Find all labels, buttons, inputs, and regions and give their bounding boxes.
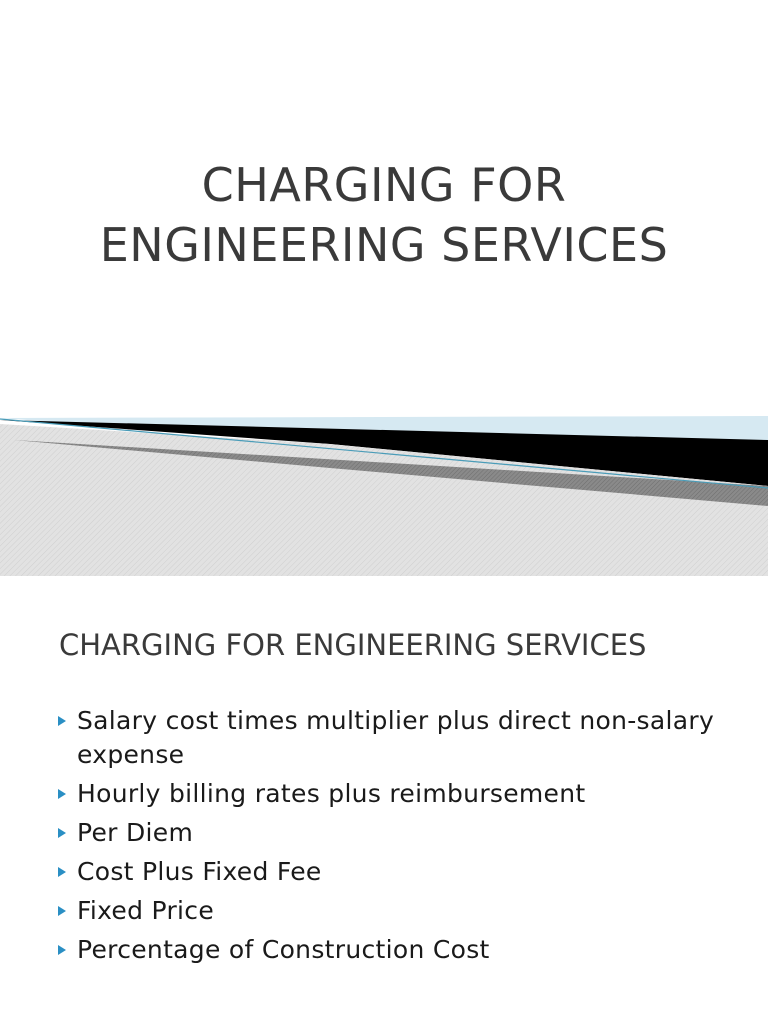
list-item-text: Fixed Price [77,896,215,925]
triangle-bullet-icon [58,716,66,726]
list-item-text: Salary cost times multiplier plus direct non-salary expense [77,706,715,769]
list-item [56,894,736,928]
list-item [56,704,736,772]
content-slide-title: CHARGING FOR ENGINEERING SERVICES [59,628,647,662]
bullet-list [56,704,736,972]
list-item-text: Hourly billing rates plus reimbursement [77,779,586,808]
decorative-band [0,410,768,576]
list-item [56,855,736,889]
slide-title-line-1: CHARGING FOR [201,158,567,212]
list-item [56,933,736,967]
list-item-text: Percentage of Construction Cost [77,935,490,964]
triangle-bullet-icon [58,906,66,916]
list-item-text: Cost Plus Fixed Fee [77,857,322,886]
slide-title [0,155,768,275]
triangle-bullet-icon [58,828,66,838]
list-item [56,816,736,850]
list-item-text: Per Diem [77,818,194,847]
triangle-bullet-icon [58,867,66,877]
slide-title-line-2: ENGINEERING SERVICES [99,218,669,272]
triangle-bullet-icon [58,789,66,799]
triangle-bullet-icon [58,945,66,955]
list-item [56,777,736,811]
content-slide [0,576,768,1024]
